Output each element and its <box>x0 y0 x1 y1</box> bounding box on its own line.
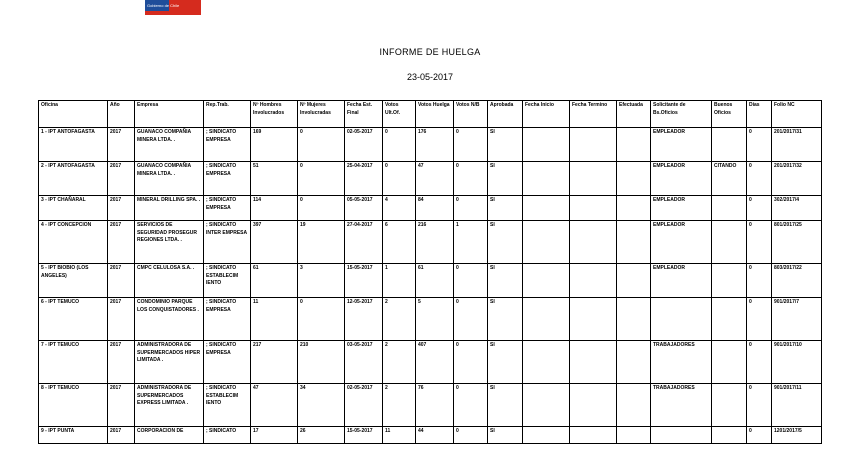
table-cell: 0 <box>298 162 345 196</box>
table-cell: SI <box>488 162 523 196</box>
table-cell: ; SINDICATO ESTABLECIM IENTO <box>204 264 251 298</box>
table-row <box>39 221 822 264</box>
table-cell: 26 <box>298 427 345 444</box>
table-cell: 76 <box>416 384 454 427</box>
table-cell: ADMINISTRADORA DE SUPERMERCADOS EXPRESS LIMITADA . <box>135 384 204 427</box>
table-cell: 1201/2017/5 <box>772 427 822 444</box>
table-cell <box>570 128 617 162</box>
table-cell: SI <box>488 427 523 444</box>
table-cell: 2017 <box>108 384 135 427</box>
table-cell: 901/2017/10 <box>772 341 822 384</box>
table-cell: ; SINDICATO EMPRESA <box>204 162 251 196</box>
table-cell: 2 <box>383 298 416 341</box>
table-cell <box>617 298 651 341</box>
table-cell <box>651 298 712 341</box>
table-cell <box>570 162 617 196</box>
table-cell: 12-05-2017 <box>345 298 383 341</box>
table-cell: 0 <box>747 221 772 264</box>
table-cell: 2017 <box>108 341 135 384</box>
table-cell: 0 <box>298 128 345 162</box>
table-cell: 0 <box>747 162 772 196</box>
table-cell: EMPLEADOR <box>651 221 712 264</box>
table-cell: 201/2017/32 <box>772 162 822 196</box>
table-cell: 0 <box>747 298 772 341</box>
table-cell: 2017 <box>108 264 135 298</box>
report-date: 23-05-2017 <box>406 72 454 82</box>
table-cell: 0 <box>747 128 772 162</box>
table-cell: 47 <box>251 384 298 427</box>
table-row <box>39 128 822 162</box>
table-cell: 114 <box>251 196 298 221</box>
table-cell <box>523 221 570 264</box>
table-cell: 17 <box>251 427 298 444</box>
table-cell: 1 <box>454 221 488 264</box>
table-cell: 901/2017/7 <box>772 298 822 341</box>
table-cell <box>523 162 570 196</box>
table-cell: ; SINDICATO <box>204 427 251 444</box>
table-cell: 2017 <box>108 298 135 341</box>
table-cell: SI <box>488 264 523 298</box>
table-cell: SI <box>488 221 523 264</box>
table-cell: 15-05-2017 <box>345 264 383 298</box>
header-cell: Oficina <box>39 101 108 128</box>
header-cell: Aprobada <box>488 101 523 128</box>
table-cell: 2017 <box>108 128 135 162</box>
table-cell: 3 - IPT CHAÑARAL <box>39 196 108 221</box>
table-cell: 0 <box>747 384 772 427</box>
table-cell: 27-04-2017 <box>345 221 383 264</box>
table-cell: 9 - IPT PUNTA <box>39 427 108 444</box>
table-header-row <box>39 101 822 128</box>
table-cell: 0 <box>747 341 772 384</box>
table-cell: 05-05-2017 <box>345 196 383 221</box>
table-cell <box>523 128 570 162</box>
table-cell: SERVICIOS DE SEGURIDAD PROSEGUR REGIONES LTDA. . <box>135 221 204 264</box>
table-cell: 25-04-2017 <box>345 162 383 196</box>
table-cell <box>523 427 570 444</box>
table-cell: 2 <box>383 341 416 384</box>
table-cell <box>712 384 747 427</box>
table-cell <box>570 384 617 427</box>
table-cell <box>617 264 651 298</box>
table-cell: EMPLEADOR <box>651 162 712 196</box>
table-cell: 302/2017/4 <box>772 196 822 221</box>
table-cell: 2 - IPT ANTOFAGASTA <box>39 162 108 196</box>
table-cell <box>712 427 747 444</box>
table-cell <box>570 341 617 384</box>
table-row <box>39 341 822 384</box>
table-cell: 2017 <box>108 196 135 221</box>
table-cell <box>617 341 651 384</box>
strike-report-table <box>38 100 822 444</box>
table-cell: 19 <box>298 221 345 264</box>
table-cell: 0 <box>454 298 488 341</box>
table-cell <box>617 196 651 221</box>
header-cell: Efectuada <box>617 101 651 128</box>
table-cell: 2017 <box>108 162 135 196</box>
header-cell: Nº Mujeres Involucradas <box>298 101 345 128</box>
table-cell: 5 <box>416 298 454 341</box>
table-body <box>39 128 822 444</box>
table-cell <box>523 264 570 298</box>
table-cell: 0 <box>454 128 488 162</box>
header-cell: Folio NC <box>772 101 822 128</box>
table-cell: 201/2017/31 <box>772 128 822 162</box>
table-cell: SI <box>488 128 523 162</box>
table-cell <box>712 128 747 162</box>
table-cell: 0 <box>298 298 345 341</box>
table-cell: 217 <box>251 341 298 384</box>
table-cell <box>617 221 651 264</box>
table-cell: ADMINISTRADORA DE SUPERMERCADOS HIPER LIMITADA . <box>135 341 204 384</box>
table-cell: 02-05-2017 <box>345 384 383 427</box>
table-cell: 6 - IPT TEMUCO <box>39 298 108 341</box>
table-cell: 4 <box>383 196 416 221</box>
table-cell: 0 <box>747 264 772 298</box>
table-cell <box>570 221 617 264</box>
header-cell: Fecha Est. Final <box>345 101 383 128</box>
table-cell: 47 <box>416 162 454 196</box>
table-cell <box>570 196 617 221</box>
table-cell: SI <box>488 341 523 384</box>
table-cell: CMPC CELULOSA S.A. . <box>135 264 204 298</box>
table-cell: 407 <box>416 341 454 384</box>
table-cell <box>617 427 651 444</box>
table-cell: ; SINDICATO EMPRESA <box>204 196 251 221</box>
table-cell <box>523 341 570 384</box>
table-cell: 0 <box>454 162 488 196</box>
logo-bar <box>145 11 201 15</box>
table-cell: 6 <box>383 221 416 264</box>
table-cell <box>712 221 747 264</box>
table-cell: 0 <box>454 196 488 221</box>
table-cell: 0 <box>747 427 772 444</box>
table-row <box>39 196 822 221</box>
table-cell <box>523 196 570 221</box>
table-row <box>39 264 822 298</box>
table-cell: 51 <box>251 162 298 196</box>
table-cell: CITANDO <box>712 162 747 196</box>
table-cell: EMPLEADOR <box>651 264 712 298</box>
table-cell: GUANACO COMPAÑIA MINERA LTDA. . <box>135 162 204 196</box>
table-cell: 44 <box>416 427 454 444</box>
report-title: INFORME DE HUELGA <box>379 47 481 57</box>
table-cell: 2 <box>383 384 416 427</box>
table-cell: 2017 <box>108 427 135 444</box>
header-cell: Solicitante de Bs.Oficios <box>651 101 712 128</box>
header-cell: Buenos Oficios <box>712 101 747 128</box>
table-cell: TRABAJADORES <box>651 384 712 427</box>
table-cell: 176 <box>416 128 454 162</box>
header-cell: Empresa <box>135 101 204 128</box>
table-cell: SI <box>488 384 523 427</box>
table-cell <box>712 196 747 221</box>
table-cell: EMPLEADOR <box>651 128 712 162</box>
table-cell <box>651 427 712 444</box>
table-cell: 801/2017/25 <box>772 221 822 264</box>
table-cell: 216 <box>416 221 454 264</box>
table-cell: CONDOMINIO PARQUE LOS CONQUISTADORES . <box>135 298 204 341</box>
table-cell: 84 <box>416 196 454 221</box>
table-cell: ; SINDICATO EMPRESA <box>204 298 251 341</box>
table-cell <box>712 341 747 384</box>
table-cell: 0 <box>454 384 488 427</box>
table-cell: 0 <box>298 196 345 221</box>
table-cell <box>570 427 617 444</box>
table-cell <box>617 128 651 162</box>
table-cell: 0 <box>454 341 488 384</box>
table-cell <box>617 384 651 427</box>
header-cell: Días <box>747 101 772 128</box>
table-cell: EMPLEADOR <box>651 196 712 221</box>
table-cell: ; SINDICATO EMPRESA <box>204 128 251 162</box>
header-cell: Fecha Inicio <box>523 101 570 128</box>
table-cell <box>570 298 617 341</box>
table-cell: 803/2017/22 <box>772 264 822 298</box>
table-cell: 11 <box>383 427 416 444</box>
table-cell: 169 <box>251 128 298 162</box>
table-cell <box>712 264 747 298</box>
table-cell <box>523 298 570 341</box>
table-row <box>39 162 822 196</box>
table-cell <box>712 298 747 341</box>
table-cell: 1 <box>383 264 416 298</box>
table-cell: TRABAJADORES <box>651 341 712 384</box>
table-cell: 3 <box>298 264 345 298</box>
header-cell: Votos Huelga <box>416 101 454 128</box>
table-cell: 2017 <box>108 221 135 264</box>
table-cell: SI <box>488 196 523 221</box>
table-cell: 1 - IPT ANTOFAGASTA <box>39 128 108 162</box>
table-cell: ; SINDICATO EMPRESA <box>204 341 251 384</box>
table-cell: 210 <box>298 341 345 384</box>
table-cell: 11 <box>251 298 298 341</box>
table-cell: 03-05-2017 <box>345 341 383 384</box>
table-cell: 02-05-2017 <box>345 128 383 162</box>
table-cell: 0 <box>383 162 416 196</box>
table-cell: 4 - IPT CONCEPCION <box>39 221 108 264</box>
table-row <box>39 384 822 427</box>
header-cell: Fecha Termino <box>570 101 617 128</box>
table-cell: 61 <box>251 264 298 298</box>
table-cell: ; SINDICATO INTER EMPRESA <box>204 221 251 264</box>
table-cell: 61 <box>416 264 454 298</box>
header-cell: Año <box>108 101 135 128</box>
header-cell: Rep.Trab. <box>204 101 251 128</box>
table-cell: 901/2017/11 <box>772 384 822 427</box>
table-cell: ; SINDICATO ESTABLECIM IENTO <box>204 384 251 427</box>
table-cell: 5 - IPT BIOBIO (LOS ANGELES) <box>39 264 108 298</box>
table-cell: SI <box>488 298 523 341</box>
table-cell: 7 - IPT TEMUCO <box>39 341 108 384</box>
table-cell: 0 <box>747 196 772 221</box>
header-cell: Votos Ult.Of. <box>383 101 416 128</box>
logo-label: Gobierno de Chile <box>147 3 180 8</box>
table-cell <box>523 384 570 427</box>
table-cell: 0 <box>454 427 488 444</box>
header-cell: Votos N/B <box>454 101 488 128</box>
table-cell <box>617 162 651 196</box>
table-cell: 0 <box>454 264 488 298</box>
table-row <box>39 427 822 444</box>
table-cell: 397 <box>251 221 298 264</box>
table-cell: 34 <box>298 384 345 427</box>
table-cell: 8 - IPT TEMUCO <box>39 384 108 427</box>
table-cell <box>570 264 617 298</box>
table-cell: GUANACO COMPAÑIA MINERA LTDA. . <box>135 128 204 162</box>
header-cell: Nº Hombres Involucrados <box>251 101 298 128</box>
table-cell: 15-05-2017 <box>345 427 383 444</box>
table-cell: CORPORACION DE <box>135 427 204 444</box>
table-row <box>39 298 822 341</box>
table-cell: 0 <box>383 128 416 162</box>
table-cell: MINERAL DRILLING SPA. . <box>135 196 204 221</box>
